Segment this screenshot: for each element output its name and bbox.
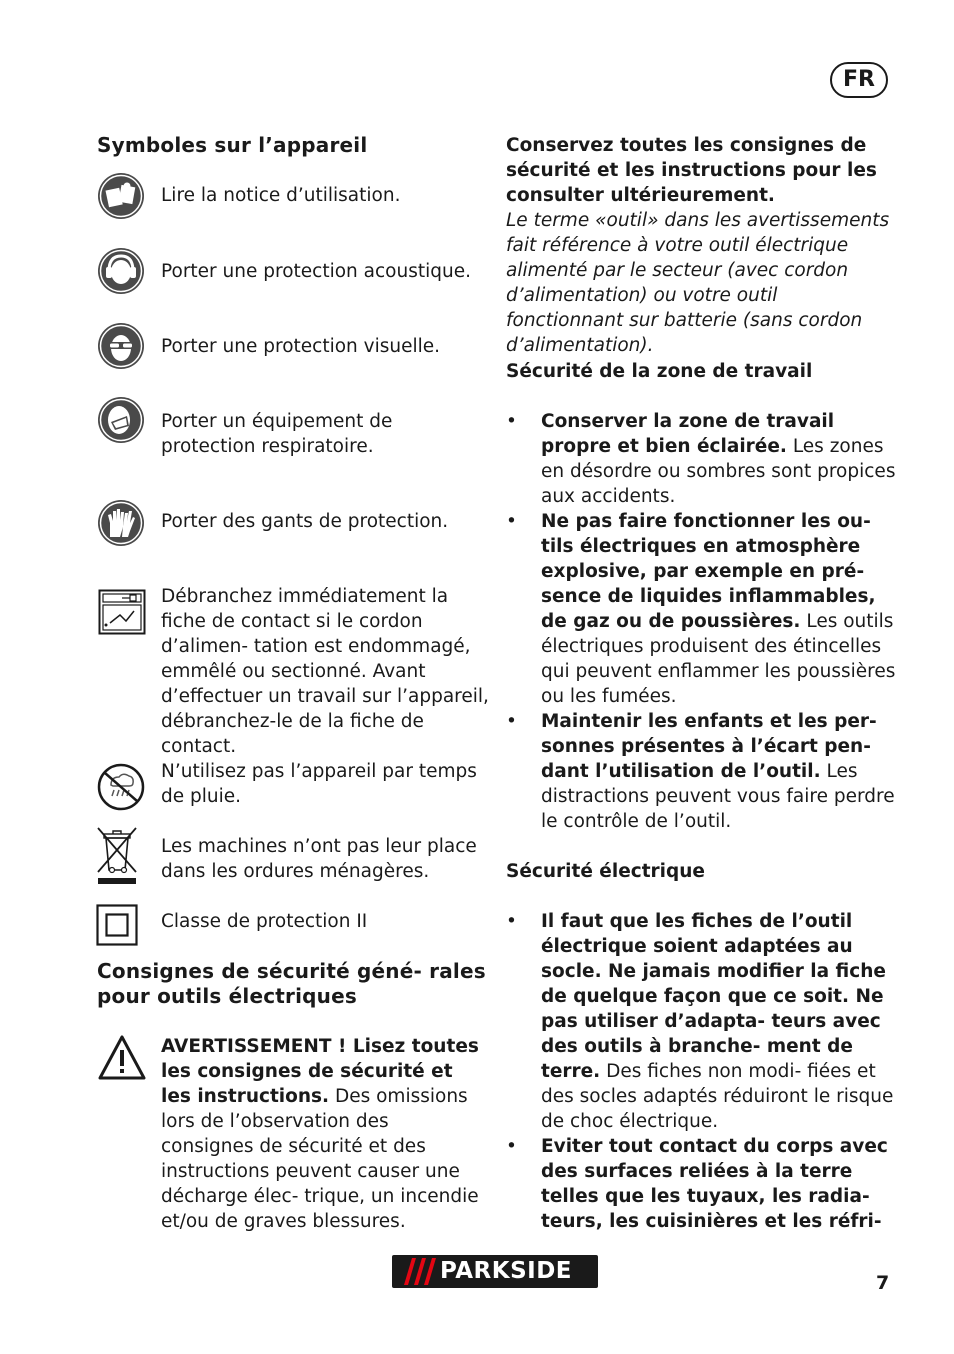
gloves-icon bbox=[97, 499, 145, 547]
electrical-heading: Sécurité électrique bbox=[506, 861, 705, 882]
keep-instructions-italic: Le terme «outil» dans les avertissements fait référence à votre outil électrique alimenté par le secteur (avec cordon d’alimentation) ou votre outil fonctionnant sur batterie (sans cordon d’alimentation). bbox=[506, 210, 890, 356]
symbols-heading: Symboles sur l’appareil bbox=[97, 133, 368, 157]
item-bold: Conserver la zone de travail propre et bien éclairée. bbox=[541, 411, 835, 457]
class-ii-icon bbox=[96, 904, 138, 946]
parkside-logo bbox=[392, 1255, 598, 1288]
bullet: • bbox=[506, 911, 517, 932]
warning-bold: AVERTISSEMENT ! Lisez toutes les consignes de sécurité et les instructions. bbox=[161, 1036, 479, 1107]
symbol-text-eye-protection: Porter une protection visuelle. bbox=[161, 336, 441, 357]
read-manual-icon bbox=[97, 172, 145, 220]
item-bold: Eviter tout contact du corps avec des surfaces reliées à la terre telles que les tuyaux, les radia- teurs, les cuisinières et les réfri- bbox=[541, 1136, 888, 1232]
general-safety-heading: Consignes de sécurité géné- rales pour outils électriques bbox=[97, 959, 486, 1008]
bullet: • bbox=[506, 1136, 517, 1157]
eye-protection-icon bbox=[97, 322, 145, 370]
unplug-icon bbox=[98, 589, 146, 635]
item-text: Les zones en désordre ou sombres sont propices aux accidents. bbox=[541, 436, 896, 507]
symbol-text-read-manual: Lire la notice d’utilisation. bbox=[161, 185, 401, 206]
bullet: • bbox=[506, 411, 517, 432]
no-rain-icon bbox=[97, 763, 145, 811]
bullet: • bbox=[506, 711, 517, 732]
electrical-item bbox=[541, 909, 896, 1134]
symbol-text-bin: Les machines n’ont pas leur place dans les ordures ménagères. bbox=[161, 836, 477, 882]
respiratory-protection-icon bbox=[97, 396, 145, 444]
symbol-text-respiratory: Porter un équipement de protection respiratoire. bbox=[161, 411, 393, 457]
ear-protection-icon bbox=[97, 247, 145, 295]
language-badge: FR bbox=[830, 62, 888, 98]
bullet: • bbox=[506, 511, 517, 532]
symbol-text-class-ii: Classe de protection II bbox=[161, 911, 368, 932]
item-bold: Ne pas faire fonctionner les ou- tils électriques en atmosphère explosive, par exemple en pré- sence de liquides inflammables, de gaz ou de poussières. bbox=[541, 511, 876, 632]
symbol-text-ear-protection: Porter une protection acoustique. bbox=[161, 261, 471, 282]
symbol-text-no-rain: N’utilisez pas l’appareil par temps de pluie. bbox=[161, 761, 477, 807]
work-area-item bbox=[541, 409, 896, 509]
item-bold: Il faut que les fiches de l’outil électrique soient adaptées au socle. Ne jamais modifier la fiche de quelque façon que ce soit. Ne pas utiliser d’adapta- teurs avec des outils à branche- ment de terre. bbox=[541, 911, 886, 1082]
item-text: Des fiches non modi- fiées et des socles adaptés réduiront le risque de choc électrique. bbox=[541, 1061, 894, 1132]
work-area-item bbox=[541, 709, 896, 834]
warning-icon bbox=[97, 1034, 147, 1082]
logo-text: PARKSIDE bbox=[440, 1258, 573, 1284]
work-area-heading: Sécurité de la zone de travail bbox=[506, 361, 813, 382]
warning-text: Des omissions lors de l’observation des consignes de sécurité et des instructions peuvent causer une décharge élec- trique, un incendie et/ou de graves blessures. bbox=[161, 1086, 479, 1232]
work-area-item bbox=[541, 509, 896, 709]
electrical-item bbox=[541, 1134, 896, 1234]
keep-instructions-bold: Conservez toutes les consignes de sécurité et les instructions pour les consulter ultérieurement. bbox=[506, 135, 877, 206]
item-bold: Maintenir les enfants et les per- sonnes présentes à l’écart pen- dant l’utilisation de l’outil. bbox=[541, 711, 877, 782]
crossed-bin-icon bbox=[96, 826, 138, 886]
warning-paragraph bbox=[161, 1034, 481, 1234]
logo-stripes-icon bbox=[398, 1258, 440, 1285]
item-text: Les outils électriques produisent des étincelles qui peuvent enflammer les poussières ou les fumées. bbox=[541, 611, 896, 707]
symbol-text-gloves: Porter des gants de protection. bbox=[161, 511, 449, 532]
page-number: 7 bbox=[876, 1272, 890, 1294]
symbol-text-unplug: Débranchez immédiatement la fiche de contact si le cordon d’alimen- tation est endommagé, emmêlé ou sectionné. Avant d’effectuer un travail sur l’appareil, débranchez-le de la fiche de contact. bbox=[161, 586, 489, 757]
item-text: Les distractions peuvent vous faire perdre le contrôle de l’outil. bbox=[541, 761, 895, 832]
